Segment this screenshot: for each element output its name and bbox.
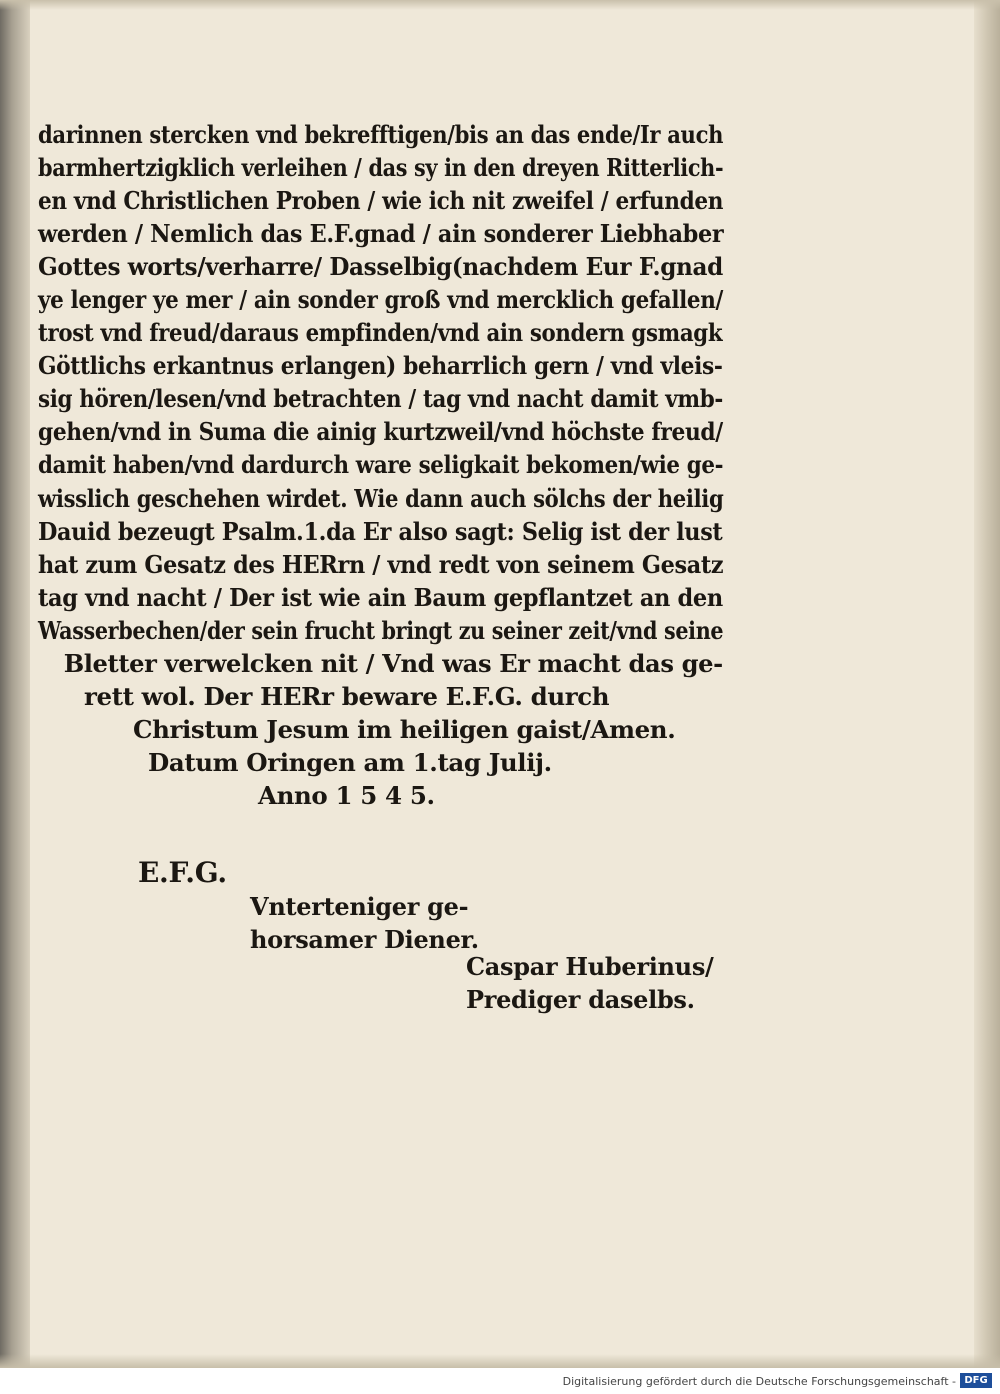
text-line: Wasserbechen/der sein frucht bringt zu seiner zeit/vnd seine — [38, 615, 724, 645]
text-line: tag vnd nacht / Der ist wie ain Baum gepflantzet an den — [38, 582, 723, 612]
text-line: Anno 1 5 4 5. — [258, 780, 435, 810]
text-line: Bletter verwelcken nit / Vnd was Er macht das ge- — [63, 648, 723, 678]
signature-name-line-1: Caspar Huberinus/ — [466, 952, 714, 981]
page-bottom-edge — [0, 1354, 1000, 1368]
text-line: barmhertzigklich verleihen / das sy in den dreyen Ritterlich- — [38, 153, 724, 183]
text-line: Datum Oringen am 1.tag Julij. — [148, 747, 552, 777]
signature-servant-line-2: horsamer Diener. — [250, 925, 479, 954]
page-gutter-shadow — [0, 0, 30, 1368]
signature-servant-line-1: Vnterteniger ge- — [250, 892, 469, 921]
text-line: wisslich geschehen wirdet. Wie dann auch sölchs der heilig — [38, 483, 724, 513]
text-line: Göttlichs erkantnus erlangen) beharrlich gern / vnd vleis- — [38, 351, 723, 381]
text-line: werden / Nemlich das E.F.gnad / ain sonderer Liebhaber — [38, 219, 724, 249]
body-text — [38, 118, 723, 812]
signature-name-line-2: Prediger daselbs. — [466, 985, 695, 1014]
footer-bar — [0, 1368, 1000, 1394]
text-line: ye lenger ye mer / ain sonder groß vnd mercklich gefallen/ — [38, 285, 723, 315]
text-line: rett wol. Der HERr beware E.F.G. durch — [84, 681, 610, 711]
funding-credit: Digitalisierung gefördert durch die Deutsche Forschungsgemeinschaft - — [562, 1375, 956, 1388]
page-top-edge — [0, 0, 1000, 10]
text-line: hat zum Gesatz des HERrn / vnd redt von seinem Gesatz — [38, 549, 724, 579]
text-line: gehen/vnd in Suma die ainig kurtzweil/vnd höchste freud/ — [38, 417, 723, 447]
text-line: Christum Jesum im heiligen gaist/Amen. — [133, 714, 676, 744]
text-line: damit haben/vnd dardurch ware seligkait bekomen/wie ge- — [38, 450, 724, 480]
text-line: Dauid bezeugt Psalm.1.da Er also sagt: Selig ist der lust — [38, 516, 723, 546]
page-edge — [974, 0, 1000, 1368]
dfg-logo: DFG — [960, 1373, 992, 1388]
text-line: darinnen stercken vnd bekrefftigen/bis an das ende/Ir auch — [38, 120, 724, 149]
text-line: sig hören/lesen/vnd betrachten / tag vnd nacht damit vmb- — [38, 384, 723, 414]
text-line: Gottes worts/verharre/ Dasselbig(nachdem Eur F.gnad — [38, 252, 723, 282]
text-line: trost vnd freud/daraus empfinden/vnd ain sondern gsmagk — [38, 318, 723, 348]
text-line: en vnd Christlichen Proben / wie ich nit zweifel / erfunden — [38, 186, 724, 216]
signature-initials: E.F.G. — [138, 856, 227, 889]
